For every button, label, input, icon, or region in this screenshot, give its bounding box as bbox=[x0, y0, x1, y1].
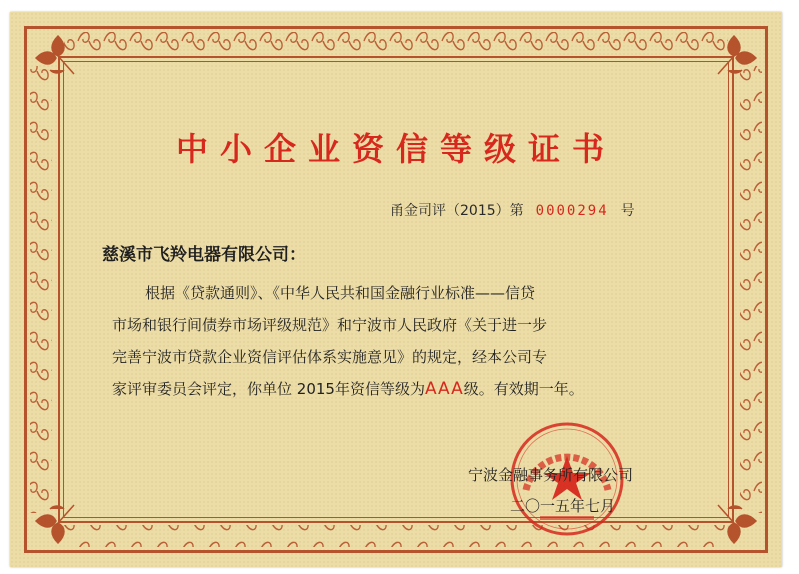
certificate-number-value: 0000294 bbox=[535, 203, 609, 219]
recipient-name: 慈溪市飞羚电器有限公司： bbox=[102, 245, 306, 265]
corner-ornament-icon bbox=[30, 30, 86, 86]
body-line-4-end: 级。有效期一年。 bbox=[463, 380, 584, 398]
certificate-body bbox=[112, 277, 752, 405]
body-line-4 bbox=[112, 373, 752, 405]
certificate-number-prefix: 甬金司评（2015）第 bbox=[390, 203, 524, 219]
issuer-name: 宁波金融事务所有限公司 bbox=[468, 466, 634, 484]
body-line-3: 完善宁波市贷款企业资信评估体系实施意见》的规定，经本公司专 bbox=[112, 348, 548, 366]
corner-ornament-icon bbox=[706, 493, 762, 549]
certificate-number-suffix: 号 bbox=[620, 203, 635, 219]
body-line-4-start: 家评审委员会评定，你单位 2015年资信等级为 bbox=[112, 380, 425, 398]
corner-ornament-icon bbox=[30, 493, 86, 549]
corner-ornament-icon bbox=[706, 30, 762, 86]
credit-rating: AAA bbox=[424, 379, 464, 399]
issue-date: 二〇一五年七月 bbox=[510, 497, 616, 515]
body-line-2: 市场和银行间债券市场评级规范》和宁波市人民政府《关于进一步 bbox=[112, 316, 548, 334]
certificate-number bbox=[390, 200, 635, 220]
body-line-1: 根据《贷款通则》、《中华人民共和国金融行业标准——信贷 bbox=[145, 284, 536, 302]
certificate-title: 中小企业资信等级证书 bbox=[175, 130, 616, 168]
certificate bbox=[10, 12, 782, 567]
